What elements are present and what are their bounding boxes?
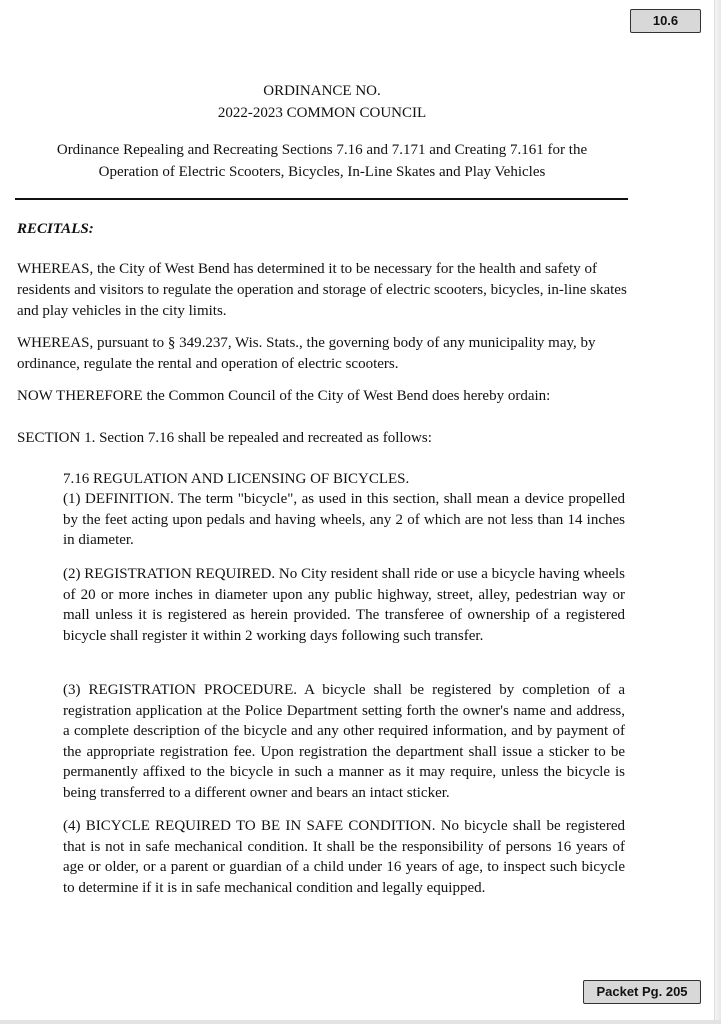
ordinance-title <box>0 139 644 183</box>
council-term: 2022-2023 COMMON COUNCIL <box>217 105 427 121</box>
subsection-definition: (1) DEFINITION. The term "bicycle", as used in this section, shall mean a device propelled by the feet acting upon pedals and having wheels, any 2 of which are not less than 14 inches in diameter. <box>63 491 625 548</box>
now-therefore-paragraph: NOW THEREFORE the Common Council of the City of West Bend does hereby ordain: <box>17 388 551 404</box>
whereas-paragraph-2: WHEREAS, pursuant to § 349.237, Wis. Stats., the governing body of any municipality may, by ordinance, regulate the rental and operation of electric scooters. <box>17 335 596 372</box>
agenda-item-badge: 10.6 <box>630 9 701 33</box>
page-bottom-edge <box>0 1020 721 1024</box>
subsection-registration-procedure: (3) REGISTRATION PROCEDURE. A bicycle shall be registered by completion of a registration application at the Police Department setting forth the owner's name and address, a complete description of the bicycle and any other required information, and by payment of the appropriate registration fee. Upon registration the department shall issue a sticker to be permanently affixed to the bicycle in such a manner as it may require, unless the bicycle is being transferred to a different owner and bears an intact sticker. <box>63 682 625 801</box>
ordinance-number: ORDINANCE NO. <box>263 83 381 99</box>
section-1-paragraph: SECTION 1. Section 7.16 shall be repealed and recreated as follows: <box>17 430 432 446</box>
recitals-heading: RECITALS: <box>17 221 94 237</box>
ordinance-title-line2: Operation of Electric Scooters, Bicycles, In-Line Skates and Play Vehicles <box>98 164 546 180</box>
whereas-paragraph-1: WHEREAS, the City of West Bend has determined it to be necessary for the health and safety of residents and visitors to regulate the operation and storage of electric scooters, bicycles, in-line skates and play vehicles in the city limits. <box>17 261 627 319</box>
section-7-16-heading: 7.16 REGULATION AND LICENSING OF BICYCLES. <box>63 471 410 487</box>
subsection-safe-condition: (4) BICYCLE REQUIRED TO BE IN SAFE CONDITION. No bicycle shall be registered that is not in safe mechanical condition. It shall be the responsibility of persons 16 years of age or older, or a parent or guardian of a child under 16 years of age, to inspect such bicycle to determine if it is in safe mechanical condition and legally equipped. <box>63 818 625 896</box>
subsection-registration-required: (2) REGISTRATION REQUIRED. No City resident shall ride or use a bicycle having wheels of 20 or more inches in diameter upon any public highway, street, alley, pedestrian way or mall unless it is registered as herein provided. The transferee of ownership of a registered bicycle shall register it within 2 working days following such transfer. <box>63 566 625 644</box>
ordinance-title-line1: Ordinance Repealing and Recreating Sections 7.16 and 7.171 and Creating 7.161 for the <box>56 142 588 158</box>
page-edge-shadow <box>715 0 721 1024</box>
header-divider <box>15 198 628 200</box>
packet-page-badge: Packet Pg. 205 <box>583 980 701 1004</box>
